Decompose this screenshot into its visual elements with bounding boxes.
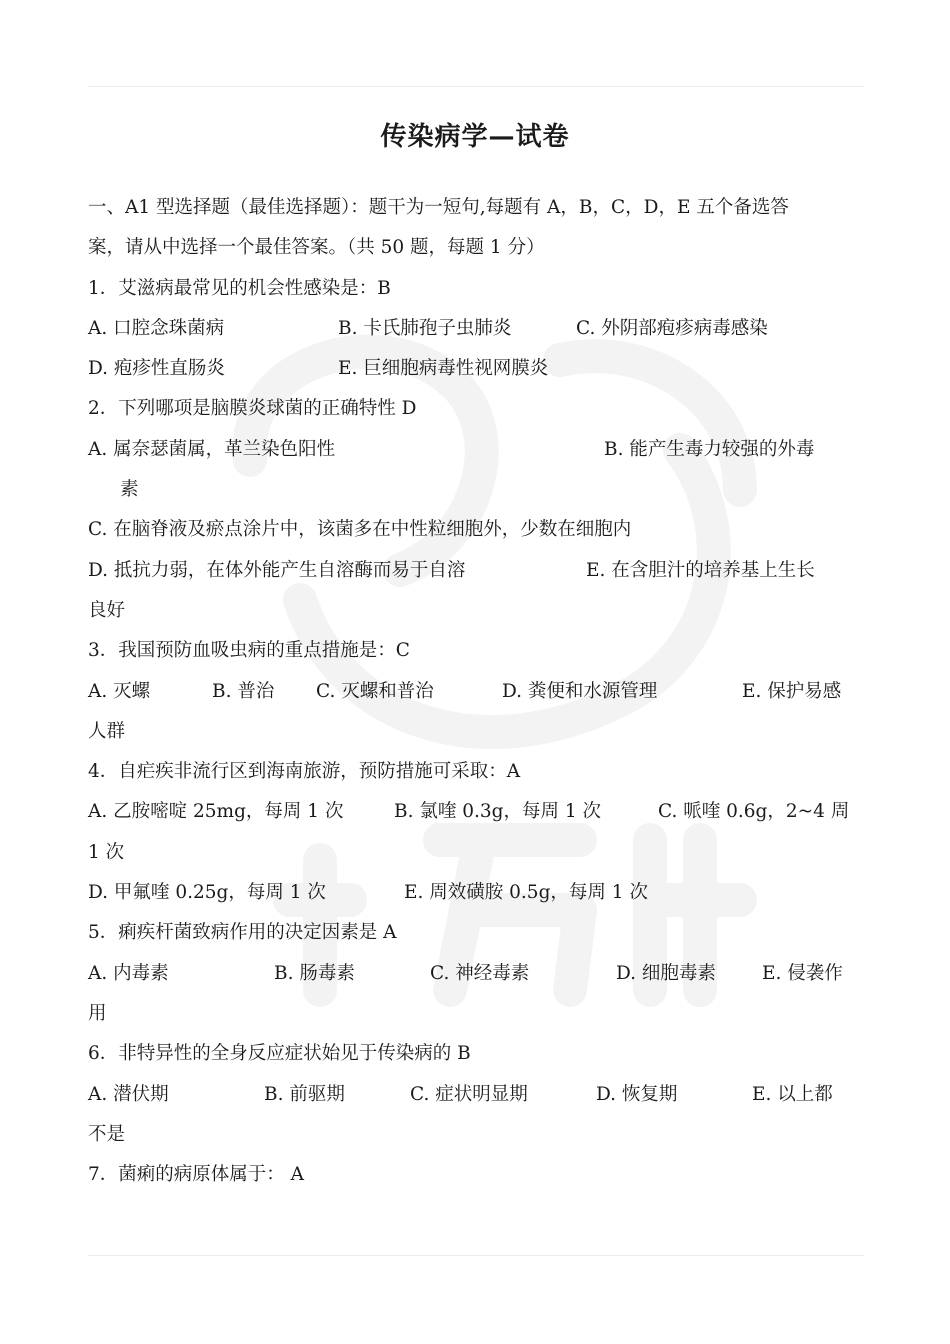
- option: C. 灭螺和普治: [316, 680, 434, 702]
- page-title: 传染病学—试卷: [380, 122, 570, 152]
- option: D. 抵抗力弱，在体外能产生自溶酶而易于自溶: [88, 559, 466, 581]
- option-continuation: 1 次: [88, 841, 125, 863]
- option: B. 卡氏肺孢子虫肺炎: [338, 317, 512, 339]
- option-line: [88, 349, 864, 389]
- option-continuation: 用: [88, 1002, 107, 1024]
- option: B. 肠毒素: [274, 962, 355, 984]
- option: C. 哌喹 0.6g，2~4 周: [658, 801, 850, 823]
- question-stem: 5．痢疾杆菌致病作用的决定因素是 A: [88, 922, 397, 944]
- option: D. 恢复期: [596, 1083, 678, 1105]
- exam-content: [88, 188, 864, 1195]
- option: B. 普治: [212, 680, 275, 702]
- option: D. 疱疹性直肠炎: [88, 358, 225, 380]
- option: D. 甲氟喹 0.25g，每周 1 次: [88, 882, 326, 904]
- option-continuation: 良好: [88, 599, 126, 621]
- question-stem: 3．我国预防血吸虫病的重点措施是：C: [88, 640, 410, 662]
- option-line: [88, 873, 864, 913]
- footer-rule: [88, 1255, 864, 1256]
- option: D. 粪便和水源管理: [502, 680, 658, 702]
- section-header-line-2: 案，请从中选择一个最佳答案。（共 50 题，每题 1 分）: [88, 237, 545, 259]
- option-line: [88, 430, 864, 470]
- option: E. 巨细胞病毒性视网膜炎: [338, 358, 549, 380]
- option: A. 属奈瑟菌属，革兰染色阳性: [88, 438, 336, 460]
- option: C. 外阴部疱疹病毒感染: [576, 317, 768, 339]
- header-rule: [88, 86, 864, 87]
- option-line: [88, 954, 864, 994]
- question-stem: 2．下列哪项是脑膜炎球菌的正确特性 D: [88, 398, 417, 420]
- option: A. 灭螺: [88, 680, 151, 702]
- option-line: [88, 792, 864, 832]
- option-continuation: 人群: [88, 720, 126, 742]
- option-continuation: 不是: [88, 1123, 126, 1145]
- option: C. 神经毒素: [430, 962, 530, 984]
- option-continuation: 素: [120, 479, 139, 501]
- option-line: [88, 1075, 864, 1115]
- question-stem: 7．菌痢的病原体属于： A: [88, 1164, 305, 1186]
- option-line: [88, 309, 864, 349]
- option: B. 能产生毒力较强的外毒: [604, 438, 815, 460]
- option: A. 口腔念珠菌病: [88, 317, 225, 339]
- section-header-line-1: 一、A1 型选择题（最佳选择题）：题干为一短句,每题有 A，B，C，D，E 五个备选答: [88, 197, 789, 218]
- question-stem: 1．艾滋病最常见的机会性感染是：B: [88, 277, 391, 299]
- question-stem: 4．自疟疾非流行区到海南旅游，预防措施可采取：A: [88, 761, 521, 783]
- option: A. 内毒素: [88, 962, 169, 984]
- option: B. 前驱期: [264, 1083, 345, 1105]
- option: C. 症状明显期: [410, 1083, 528, 1105]
- option: E. 保护易感: [742, 680, 842, 702]
- option: B. 氯喹 0.3g，每周 1 次: [394, 801, 602, 823]
- option-line: [88, 551, 864, 591]
- option: E. 侵袭作: [762, 962, 843, 984]
- option: A. 乙胺嘧啶 25mg，每周 1 次: [88, 801, 344, 823]
- question-stem: 6．非特异性的全身反应症状始见于传染病的 B: [88, 1043, 471, 1065]
- option: D. 细胞毒素: [616, 962, 716, 984]
- option: E. 周效磺胺 0.5g，每周 1 次: [404, 882, 648, 904]
- option: E. 以上都: [752, 1083, 833, 1105]
- option-line: C. 在脑脊液及瘀点涂片中，该菌多在中性粒细胞外，少数在细胞内: [88, 519, 632, 541]
- option: E. 在含胆汁的培养基上生长: [586, 559, 815, 581]
- option: A. 潜伏期: [88, 1083, 169, 1105]
- option-line: [88, 672, 864, 712]
